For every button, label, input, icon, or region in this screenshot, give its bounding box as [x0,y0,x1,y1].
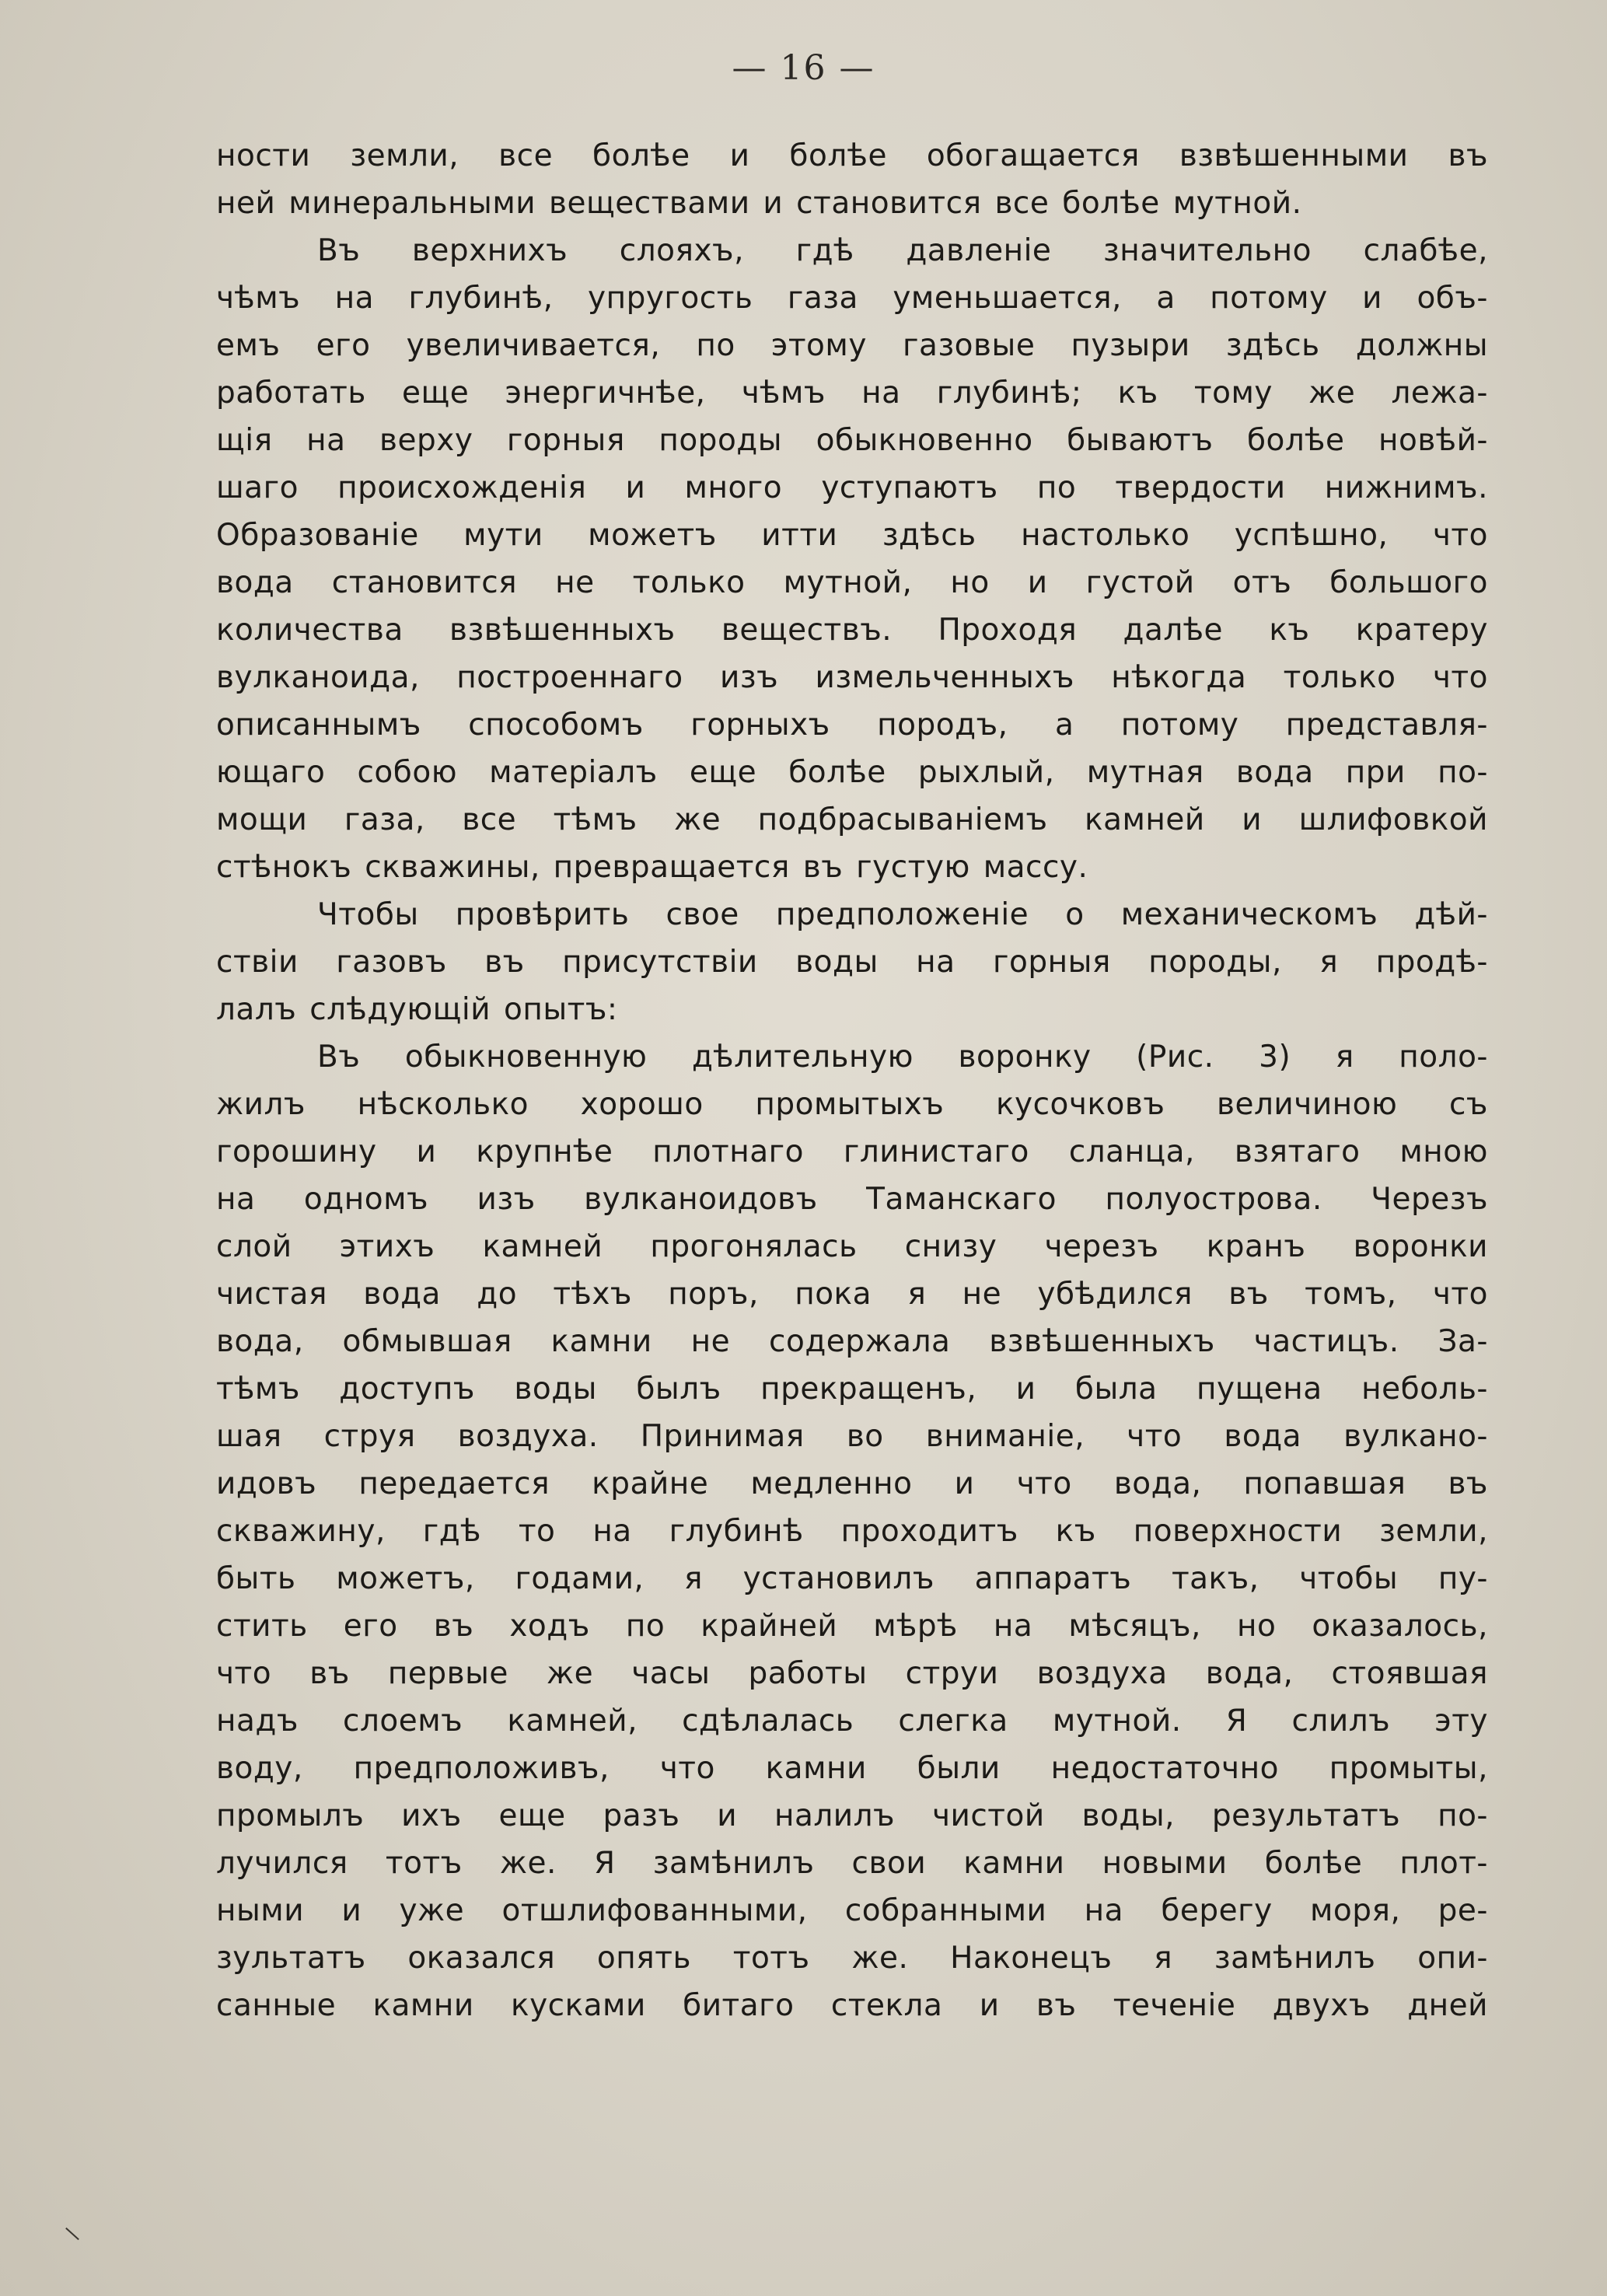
text-line: воду, предположивъ, что камни были недостаточно промыты, [216,1751,1488,1786]
text-line: жилъ нѣсколько хорошо промытыхъ кусочковъ величиною съ [216,1087,1488,1122]
text-line: стѣнокъ скважины, превращается въ густую массу. [216,850,1088,885]
text-line: описаннымъ способомъ горныхъ породъ, а потому представля- [216,708,1488,743]
text-line: вулканоида, построеннаго изъ измельченныхъ нѣкогда только что [216,660,1488,695]
text-line: что въ первые же часы работы струи воздуха вода, стоявшая [216,1656,1488,1691]
text-line: промылъ ихъ еще разъ и налилъ чистой воды, результатъ по- [216,1798,1488,1833]
text-line: Чтобы провѣрить свое предположеніе о механическомъ дѣй- [317,897,1488,932]
text-line: чѣмъ на глубинѣ, упругость газа уменьшается, а потому и объ- [216,281,1488,316]
text-line: лучился тотъ же. Я замѣнилъ свои камни новыми болѣе плот- [216,1846,1488,1881]
text-line: ными и уже отшлифованными, собранными на берегу моря, ре- [216,1893,1488,1928]
text-line: лалъ слѣдующій опытъ: [216,992,618,1027]
text-line: ней минеральными веществами и становится все болѣе мутной. [216,186,1302,221]
text-line: ствіи газовъ въ присутствіи воды на горныя породы, я продѣ- [216,945,1488,980]
text-line: горошину и крупнѣе плотнаго глинистаго сланца, взятаго мною [216,1134,1488,1169]
text-line: Въ верхнихъ слояхъ, гдѣ давленіе значительно слабѣе, [317,233,1488,268]
text-line: работать еще энергичнѣе, чѣмъ на глубинѣ; къ тому же лежа- [216,376,1488,411]
text-line: вода становится не только мутной, но и густой отъ большого [216,565,1488,600]
text-line: санные камни кусками битаго стекла и въ теченіе двухъ дней [216,1988,1488,2023]
text-line: чистая вода до тѣхъ поръ, пока я не убѣдился въ томъ, что [216,1277,1488,1312]
text-line: надъ слоемъ камней, сдѣлалась слегка мутной. Я слилъ эту [216,1704,1488,1739]
text-line: Въ обыкновенную дѣлительную воронку (Рис. 3) я поло- [317,1040,1488,1075]
text-line: тѣмъ доступъ воды былъ прекращенъ, и была пущена неболь- [216,1372,1488,1407]
text-line: слой этихъ камней прогонялась снизу черезъ кранъ воронки [216,1229,1488,1264]
text-line: на одномъ изъ вулканоидовъ Таманскаго полуострова. Черезъ [216,1182,1488,1217]
text-line: мощи газа, все тѣмъ же подбрасываніемъ камней и шлифовкой [216,802,1488,837]
text-line: идовъ передается крайне медленно и что вода, попавшая въ [216,1466,1488,1501]
text-line: ющаго собою матеріалъ еще болѣе рыхлый, мутная вода при по- [216,755,1488,790]
text-line: шаго происхожденія и много уступаютъ по твердости нижнимъ. [216,470,1488,505]
text-line: зультатъ оказался опять тотъ же. Наконецъ я замѣнилъ опи- [216,1941,1488,1976]
text-line: скважину, гдѣ то на глубинѣ проходитъ къ поверхности земли, [216,1514,1488,1549]
text-line: ности земли, все болѣе и болѣе обогащается взвѣшенными въ [216,138,1488,173]
body-text [216,132,1488,2029]
text-line: щія на верху горныя породы обыкновенно бываютъ болѣе новѣй- [216,423,1488,458]
text-line: количества взвѣшенныхъ веществъ. Проходя далѣе къ кратеру [216,613,1488,648]
scratch-mark [65,2228,79,2240]
page-number: — 16 — [732,48,875,88]
text-line: емъ его увеличивается, по этому газовые пузыри здѣсь должны [216,328,1488,363]
text-line: стить его въ ходъ по крайней мѣрѣ на мѣсяцъ, но оказалось, [216,1609,1488,1644]
text-line: Образованіе мути можетъ итти здѣсь настолько успѣшно, что [216,518,1488,553]
text-line: быть можетъ, годами, я установилъ аппаратъ такъ, чтобы пу- [216,1561,1488,1596]
text-line: вода, обмывшая камни не содержала взвѣшенныхъ частицъ. За- [216,1324,1488,1359]
text-line: шая струя воздуха. Принимая во вниманіе, что вода вулкано- [216,1419,1488,1454]
